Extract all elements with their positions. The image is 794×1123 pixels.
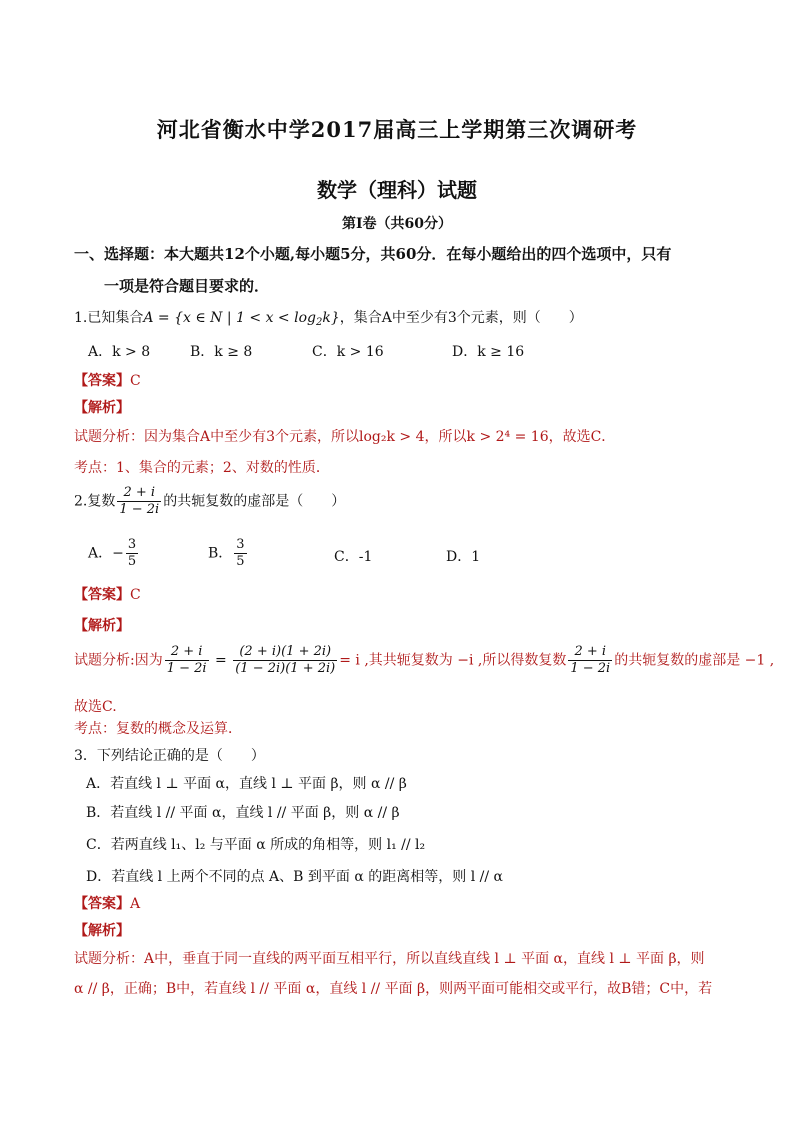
q2-option-a-fraction [126, 537, 138, 570]
q2-option-c-label: C． [334, 549, 359, 565]
q2-answer [74, 584, 141, 604]
q2-eq-frac1 [165, 644, 209, 677]
q2-option-a-label: A． [88, 545, 113, 562]
q3-option-b: B．若直线 l // 平面 α，直线 l // 平面 β，则 α // β [86, 805, 400, 821]
q3-option-d: D．若直线 l 上两个不同的点 A、B 到平面 α 的距离相等，则 l // α [86, 869, 503, 885]
q2-option-c-text: -1 [358, 549, 373, 565]
q1-answer-label: 【答案】 [74, 373, 130, 389]
q3-option-c: C．若两直线 l₁、l₂ 与平面 α 所成的角相等，则 l₁ // l₂ [86, 837, 426, 853]
document-subtitle: 数学（理科）试题 [317, 178, 477, 202]
q2-eq-frac3-num: 2 + i [568, 644, 612, 661]
section-heading-line1: 一、选择题：本大题共12个小题,每小题5分，共60分．在每小题给出的四个选项中，只有 [74, 245, 672, 263]
q1-analysis-label: 【解析】 [74, 400, 130, 416]
document-title: 河北省衡水中学2017届高三上学期第三次调研考 [156, 117, 638, 142]
q2-eq-frac1-num: 2 + i [165, 644, 209, 661]
q2-eq-frac2-den: (1 − 2i)(1 + 2i) [235, 661, 336, 676]
q2-analysis-label: 【解析】 [74, 618, 130, 634]
q2-eq-frac3 [568, 644, 612, 677]
q2-eq-frac2 [233, 644, 337, 677]
q3-option-a: A．若直线 l ⊥ 平面 α，直线 l ⊥ 平面 β，则 α // β [86, 776, 407, 792]
q2-fraction [117, 485, 161, 518]
q2-option-b-num: 3 [236, 537, 245, 552]
q2-option-d-label: D． [446, 549, 472, 565]
volume-heading: 第Ⅰ卷（共60分） [341, 216, 453, 232]
q1-set-sub: 2 [315, 317, 323, 328]
q1-option-b: B．k ≥ 8 [190, 344, 253, 360]
q3-answer-value: A [130, 896, 141, 912]
q3-analysis-line1: 试题分析：A中，垂直于同一直线的两平面互相平行，所以直线直线 l ⊥ 平面 α，直线 l ⊥ 平面 β，则 [74, 951, 705, 967]
q2-eq-frac3-den: 1 − 2i [570, 661, 611, 676]
q2-eq-frac2-num: (2 + i)(1 + 2i) [233, 644, 337, 661]
q1-prefix: 1.已知集合 [74, 310, 144, 326]
q2-option-b-den: 5 [236, 554, 245, 569]
q2-analysis-a: 试题分析:因为 [74, 652, 163, 669]
q2-prefix: 2.复数 [74, 493, 116, 510]
q1-option-a: A．k > 8 [88, 344, 151, 360]
q2-analysis-c: 的共轭复数的虚部是 −1 , [614, 652, 775, 669]
q2-option-a-sign: − [112, 545, 124, 562]
q2-answer-label: 【答案】 [74, 587, 130, 603]
q1-option-c: C．k > 16 [312, 344, 384, 360]
q2-suffix: 的共轭复数的虚部是（ ） [163, 493, 346, 510]
q2-analysis-end: 故选C. [74, 699, 117, 715]
q3-analysis-line2: α // β，正确；B中，若直线 l // 平面 α，直线 l // 平面 β，则两平面可能相交或平行，故B错；C中，若 [74, 981, 713, 997]
section-heading-line2: 一项是符合题目要求的． [104, 277, 270, 295]
q3-answer [74, 893, 140, 913]
q2-option-b-label: B． [208, 545, 233, 562]
q2-analysis: 试题分析:因为 $\frac{2 + i}{1 - 2i}$ = $\frac{(2 + i)(1 + 2i)}{(1 - 2i)(1 + 2i)}$ = i ,其共轭复数为 −i ,所以得数复数 $\frac{2 + i}{1 - 2i}$ 的共轭复数的虚部是 −1 , [74, 644, 775, 676]
q2-fraction-num: 2 + i [117, 485, 161, 502]
q2-option-d-text: 1 [471, 549, 481, 565]
q2-option-a-den: 5 [127, 554, 137, 569]
q2-option-a-num: 3 [127, 537, 137, 552]
q2-option-a [88, 537, 140, 570]
q3-analysis-label: 【解析】 [74, 923, 130, 939]
question-1-stem [74, 307, 583, 328]
q2-fraction-den: 1 − 2i [119, 502, 160, 517]
q2-kaodian: 考点：复数的概念及运算． [74, 721, 242, 737]
q1-answer [74, 370, 141, 390]
q3-answer-label: 【答案】 [74, 896, 130, 912]
q1-answer-value: C [130, 373, 141, 389]
q1-suffix: ，集合A中至少有3个元素，则（ ） [339, 310, 583, 326]
q2-option-b [208, 537, 249, 570]
q2-eq-frac1-den: 1 − 2i [166, 661, 207, 676]
question-3-stem: 3．下列结论正确的是（ ） [74, 748, 265, 764]
q2-option-d [446, 546, 480, 566]
q2-answer-value: C [130, 587, 141, 603]
question-2-stem [74, 485, 345, 518]
q2-option-c [334, 546, 372, 566]
q2-option-b-fraction [234, 537, 246, 570]
q1-option-d: D．k ≥ 16 [452, 344, 525, 360]
q2-analysis-b: = i ,其共轭复数为 −i ,所以得数复数 [339, 652, 567, 669]
q1-analysis: 试题分析：因为集合A中至少有3个元素，所以log₂k > 4，所以k > 2⁴ = 16，故选C． [74, 429, 616, 445]
q1-set: A = {x ∈ N | 1 < x < log [143, 310, 316, 326]
q1-kaodian: 考点：1、集合的元素；2、对数的性质． [74, 460, 330, 476]
q1-set-end: k} [322, 310, 340, 326]
